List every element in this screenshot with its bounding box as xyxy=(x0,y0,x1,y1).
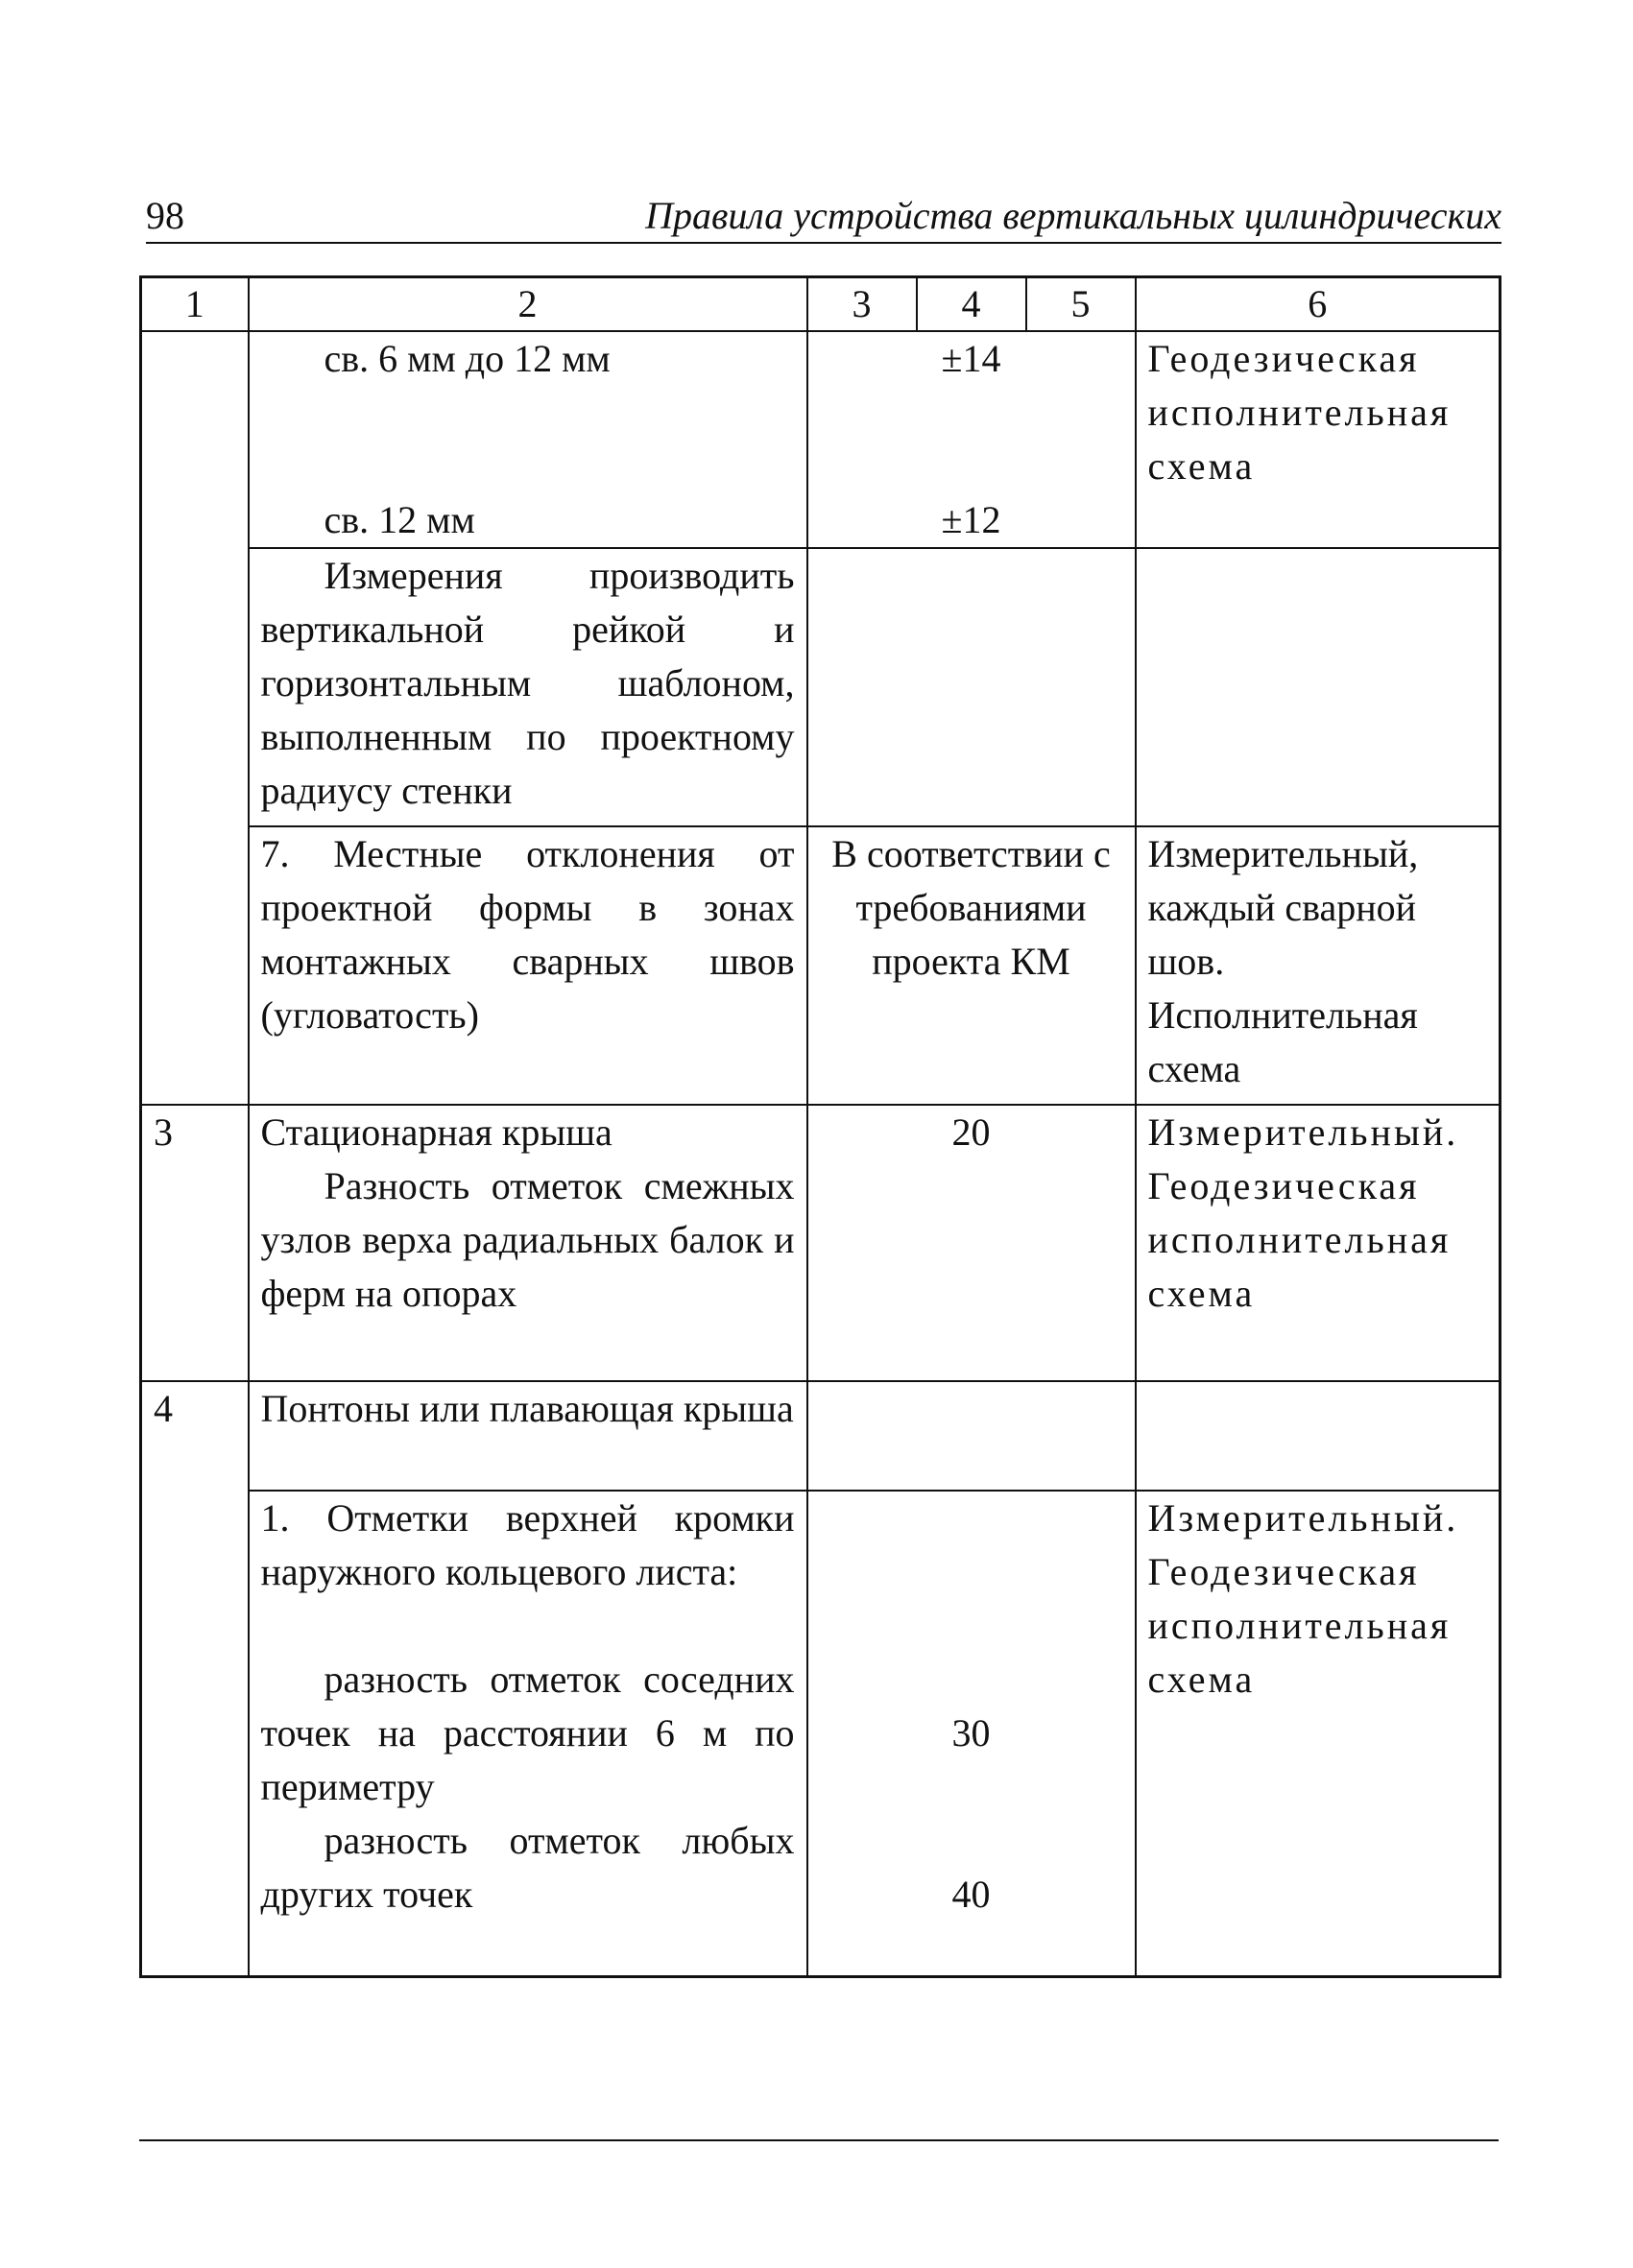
item-number-cell xyxy=(141,331,249,1105)
header-rule xyxy=(146,242,1501,244)
tolerance-cell xyxy=(807,331,1136,548)
requirement-text: разность отметок любых других точек xyxy=(260,1819,795,1916)
control-method-text: Измерительный. Геодезическая исполнительная схема xyxy=(1147,1496,1459,1701)
tolerance-value: ±12 xyxy=(941,498,1001,541)
tolerance-value: 40 xyxy=(951,1873,991,1916)
control-method-cell xyxy=(1136,1105,1501,1381)
column-number: 3 xyxy=(807,277,917,332)
control-method-cell xyxy=(1136,1491,1501,1977)
item-number-cell: 3 xyxy=(141,1105,249,1381)
control-method-cell xyxy=(1136,548,1501,826)
requirement-title: 1. Отметки верхней кромки наружного кольцевого листа: xyxy=(260,1496,795,1593)
table-row xyxy=(141,331,1501,548)
tolerance-cell: В соответствии с требованиями проекта КМ xyxy=(807,826,1136,1105)
running-header: Правила устройства вертикальных цилиндрических xyxy=(645,194,1501,237)
requirement-text: св. 12 мм xyxy=(324,498,475,541)
page-number: 98 xyxy=(146,194,184,237)
control-method-text: Измерительный. Геодезическая исполнительная схема xyxy=(1147,1110,1459,1315)
requirement-title: Стационарная крыша xyxy=(260,1110,612,1154)
control-method-cell xyxy=(1136,1381,1501,1491)
column-number-row xyxy=(141,277,1501,332)
requirement-cell: 7. Местные отклонения от проектной формы в зонах монтажных сварных швов (угловатость) xyxy=(249,826,807,1105)
requirement-cell: Понтоны или плавающая крыша xyxy=(249,1381,807,1491)
tolerance-value: 30 xyxy=(951,1711,991,1755)
requirement-cell xyxy=(249,331,807,548)
requirement-cell: Измерения производить вертикальной рейкой и горизонтальным шаблоном, выполненным по проектному радиусу стенки xyxy=(249,548,807,826)
tolerance-cell xyxy=(807,1491,1136,1977)
table-row xyxy=(141,1381,1501,1491)
requirement-cell xyxy=(249,1105,807,1381)
tolerance-value: ±14 xyxy=(941,337,1001,380)
column-number: 6 xyxy=(1136,277,1501,332)
requirement-cell xyxy=(249,1491,807,1977)
table-row xyxy=(141,826,1501,1105)
column-number: 4 xyxy=(917,277,1026,332)
control-method-cell: Измерительный, каждый сварной шов. Исполнительная схема xyxy=(1136,826,1501,1105)
tolerance-cell xyxy=(807,1381,1136,1491)
item-number-cell: 4 xyxy=(141,1381,249,1977)
table-row xyxy=(141,1105,1501,1381)
requirement-text: Разность отметок смежных узлов верха радиальных балок и ферм на опорах xyxy=(260,1164,795,1315)
column-number: 5 xyxy=(1026,277,1136,332)
tolerance-cell: 20 xyxy=(807,1105,1136,1381)
tolerance-cell xyxy=(807,548,1136,826)
requirement-text: св. 6 мм до 12 мм xyxy=(324,337,611,380)
column-number: 2 xyxy=(249,277,807,332)
control-method-cell xyxy=(1136,331,1501,548)
table-row xyxy=(141,548,1501,826)
requirement-text: разность отметок соседних точек на расстоянии 6 м по периметру xyxy=(260,1658,795,1808)
table-row xyxy=(141,1491,1501,1977)
tolerance-table xyxy=(139,275,1499,1978)
control-method-text: Геодезическая исполнительная схема xyxy=(1147,337,1452,488)
column-number: 1 xyxy=(141,277,249,332)
footer-rule xyxy=(139,2139,1499,2141)
